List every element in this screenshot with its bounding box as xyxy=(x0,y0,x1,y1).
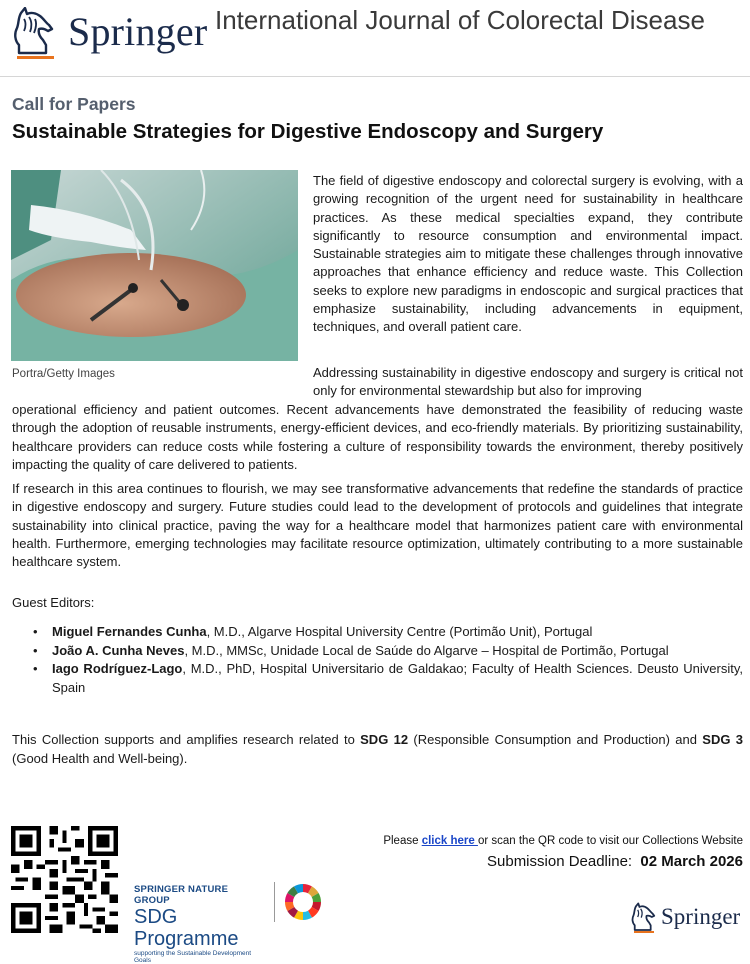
visit-prefix: Please xyxy=(383,835,422,847)
deadline-label: Submission Deadline: xyxy=(487,853,633,870)
call-for-papers-label: Call for Papers xyxy=(12,94,136,114)
sdg-wheel-icon xyxy=(283,882,323,922)
qr-code-icon[interactable] xyxy=(11,826,118,933)
bullet-icon: • xyxy=(33,642,38,658)
sng-line3: supporting the Sustainable Development Goals xyxy=(134,950,252,964)
editor-name: João A. Cunha Neves xyxy=(52,642,185,658)
sng-line2: SDG Programme xyxy=(134,906,239,950)
bullet-icon: • xyxy=(33,661,38,676)
journal-title: International Journal of Colorectal Disease xyxy=(215,5,705,35)
sustainability-paragraph-rest: operational efficiency and patient outcomes. Recent advancements have demonstrated the feasibility of reducing waste through the adoption of reusable instruments, energy-efficient devices, and eco-friendly materials. By prioritizing sustainability, healthcare providers can reduce costs while fostering a culture of responsibility towards the environment, thereby positively impacting the quality of care delivered to patients. xyxy=(12,402,743,472)
editor-name: Miguel Fernandes Cunha xyxy=(52,624,207,639)
sdg12-label: SDG 12 xyxy=(360,732,409,747)
sdg3-label: SDG 3 xyxy=(702,732,743,747)
sdg-text-part: (Good Health and Well-being). xyxy=(12,750,188,766)
future-paragraph: If research in this area continues to flourish, we may see transformative advancements that redefine the standards of practice in digestive endoscopy and surgery. Future studies could lead to the development of protocols and guidelines that integrate sustainability into clinical practice, paving the way for a healthcare model that harmonizes patient care with environmental health. Furthermore, emerging technologies may facilitate resource optimization, ultimately contributing to a more sustainable healthcare system. xyxy=(12,481,743,570)
collection-title: Sustainable Strategies for Digestive Endoscopy and Surgery xyxy=(12,120,604,143)
editor-details: , M.D., MMSc, Unidade Local de Saúde do Algarve – Hospital de Portimão, Portugal xyxy=(184,642,669,658)
deadline-date: 02 March 2026 xyxy=(640,853,743,870)
sdg-statement xyxy=(12,731,743,768)
footer-springer-logo xyxy=(630,902,745,934)
submission-deadline xyxy=(487,853,743,870)
sng-line1: SPRINGER NATURE GROUP xyxy=(134,884,229,906)
collections-link[interactable]: click here xyxy=(421,835,478,847)
editor-name: Iago Rodríguez-Lago xyxy=(52,661,183,676)
visit-website-text xyxy=(383,835,743,847)
surgery-photo xyxy=(11,170,298,361)
guest-editor-item xyxy=(12,660,743,697)
editor-details: , M.D., PhD, Hospital Universitario de Galdakao; Faculty of Health Sciences. Deusto University, Spain xyxy=(52,661,743,695)
footer-logo-text: Springer xyxy=(661,904,741,929)
sdg-text-part: This Collection supports and amplifies research related to xyxy=(12,732,361,747)
intro-paragraph: The field of digestive endoscopy and colorectal surgery is evolving, with a growing recognition of the urgent need for sustainability in healthcare practices. As these medical specialties expand, they contribute significantly to resource consumption and environmental impact. Sustainable strategies aim to mitigate these challenges through innovative approaches that enhance efficiency and reduce waste. This Collection seeks to explore new paradigms in endoscopic and surgical practices that emphasize sustainability, including advancements in equipment, techniques, and overall patient care. xyxy=(313,173,743,335)
visit-suffix: or scan the QR code to visit our Collections Website xyxy=(477,835,743,847)
logo-divider xyxy=(274,882,275,922)
bullet-icon: • xyxy=(33,624,38,639)
springer-logo-text: Springer xyxy=(68,9,208,54)
logo-accent-bar xyxy=(634,931,654,933)
guest-editor-item xyxy=(12,642,743,661)
page-header xyxy=(0,0,750,77)
guest-editors-label: Guest Editors: xyxy=(12,595,95,610)
image-caption: Portra/Getty Images xyxy=(12,368,115,380)
springer-horse-icon xyxy=(630,902,656,932)
sustainability-paragraph-start: Addressing sustainability in digestive endoscopy and surgery is critical not only for environmental stewardship but also for improving xyxy=(313,365,743,399)
logo-accent-bar xyxy=(17,56,54,59)
springer-horse-icon xyxy=(11,7,55,55)
guest-editors-list xyxy=(12,623,743,697)
editor-details: , M.D., Algarve Hospital University Centre (Portimão Unit), Portugal xyxy=(206,624,593,639)
guest-editor-item xyxy=(12,623,743,642)
sdg-text-part: (Responsible Consumption and Production) and xyxy=(408,732,703,747)
springer-nature-sdg-logo xyxy=(134,884,264,964)
